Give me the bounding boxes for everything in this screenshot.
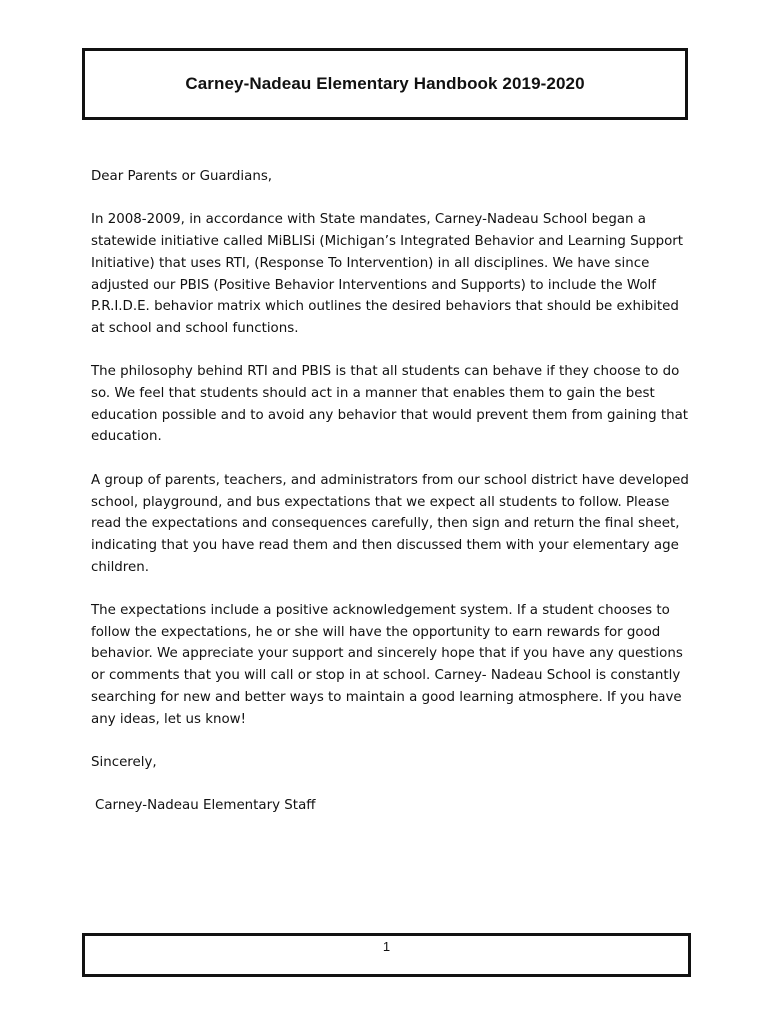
paragraph-expectations: A group of parents, teachers, and administrators from our school district have developed school, playground, and bus expectations that we expect all students to follow. Please read the expectations and consequences carefully, then sign and return the final sheet, indicating that you have read them and then discussed them with your elementary age children. <box>91 472 689 575</box>
title-box <box>82 48 688 120</box>
signature: Carney-Nadeau Elementary Staff <box>95 798 316 814</box>
letter-body <box>91 166 691 817</box>
paragraph-acknowledgement: The expectations include a positive acknowledgement system. If a student chooses to follow the expectations, he or she will have the opportunity to earn rewards for good behavior. We appreciate your support and sincerely hope that if you have any questions or comments that you will call or stop in at school. Carney- Nadeau School is constantly searching for new and better ways to maintain a good learning atmosphere. If you have any ideas, let us know! <box>91 603 683 727</box>
paragraph-rti-initiative: In 2008-2009, in accordance with State mandates, Carney-Nadeau School began a statewide initiative called MiBLISi (Michigan’s Integrated Behavior and Learning Support Initiative) that uses RTI, (Response To Intervention) in all disciplines. We have since adjusted our PBIS (Positive Behavior Interventions and Supports) to include the Wolf P.R.I.D.E. behavior matrix which outlines the desired behaviors that should be exhibited at school and school functions. <box>91 212 684 336</box>
document-title: Carney-Nadeau Elementary Handbook 2019-2020 <box>185 74 585 93</box>
salutation: Dear Parents or Guardians, <box>91 169 273 184</box>
footer-box <box>82 933 691 977</box>
closing: Sincerely, <box>91 754 157 770</box>
paragraph-philosophy: The philosophy behind RTI and PBIS is that all students can behave if they choose to do so. We feel that students should act in a manner that enables them to gain the best education possible and to avoid any behavior that would prevent them from gaining that education. <box>91 364 689 445</box>
page-number: 1 <box>382 939 391 954</box>
